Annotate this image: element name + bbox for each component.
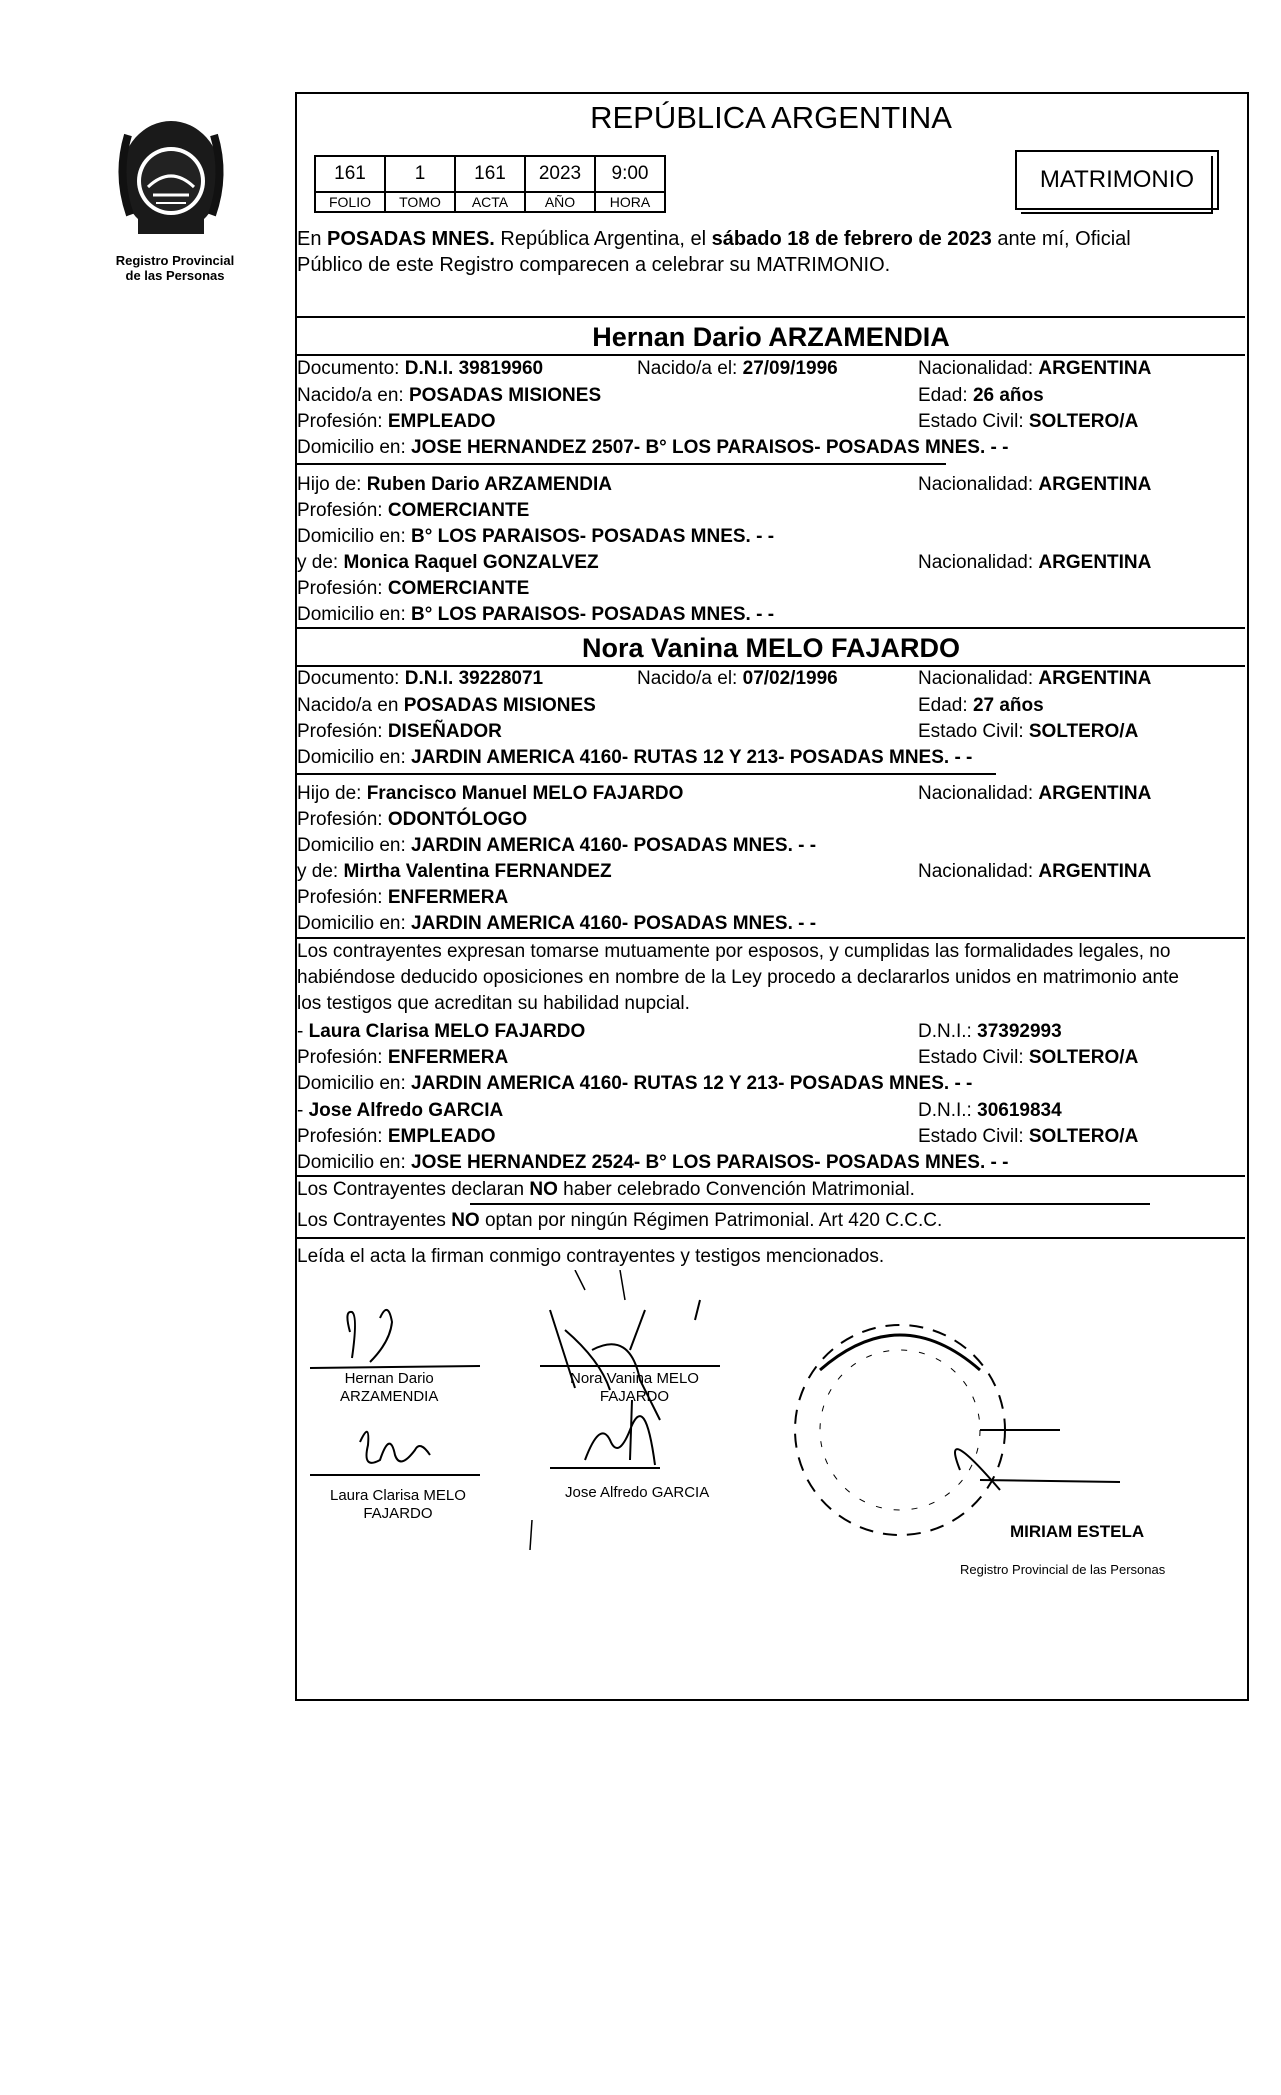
field-label: Nacionalidad: (918, 783, 1039, 804)
groom-father-nat (918, 474, 1151, 496)
field-value: SOLTERO/A (1028, 721, 1139, 742)
registry-seal-logo (108, 115, 238, 250)
witness2-dni (918, 1100, 1062, 1122)
sig-label-line: Laura Clarisa MELO (330, 1487, 466, 1504)
intro-line1 (297, 228, 1131, 250)
registry-name-line1: Registro Provincial (115, 253, 235, 268)
bride-addr (297, 747, 972, 769)
field-value: 37392993 (977, 1021, 1062, 1042)
bride-signature-label (570, 1370, 699, 1406)
declaration-line3: los testigos que acreditan su habilidad nupcial. (297, 993, 690, 1014)
regime-text: Los Contrayentes (297, 1210, 452, 1231)
field-value: ENFERMERA (387, 1047, 509, 1068)
field-value: B° LOS PARAISOS- POSADAS MNES. - - (411, 526, 775, 547)
groom-mother-prof (297, 578, 529, 600)
field-label: Profesión: (297, 809, 388, 830)
bride-name: Nora Vanina MELO FAJARDO (581, 633, 961, 663)
groom-born (637, 358, 838, 380)
bride-born (637, 668, 838, 690)
witness1-dni (918, 1021, 1062, 1043)
country-title: REPÚBLICA ARGENTINA (590, 100, 952, 135)
tomo-value: 1 (385, 156, 455, 192)
field-value: JARDIN AMERICA 4160- RUTAS 12 Y 213- POSADAS MNES. - - (411, 747, 973, 768)
declaration-line2: habiéndose deducido oposiciones en nombre de la Ley procedo a declararlos unidos en matrimonio ante (297, 967, 1179, 988)
bride-prof (297, 721, 502, 743)
field-label: Nacido/a el: (637, 668, 743, 689)
field-label: Nacionalidad: (918, 358, 1039, 379)
field-value: ARGENTINA (1038, 552, 1152, 573)
field-label: Domicilio en: (297, 1073, 412, 1094)
field-value: EMPLEADO (387, 411, 496, 432)
witness2-signature (550, 1400, 660, 1468)
field-label: Domicilio en: (297, 526, 412, 547)
field-value: EMPLEADO (387, 1126, 496, 1147)
field-value: ARGENTINA (1038, 861, 1152, 882)
field-label: Profesión: (297, 411, 388, 432)
intro-date: sábado 18 de febrero de 2023 (711, 228, 992, 250)
folio-label: FOLIO (315, 192, 385, 212)
field-value: JOSE HERNANDEZ 2524- B° LOS PARAISOS- POSADAS MNES. - - (411, 1152, 1009, 1173)
ano-value: 2023 (525, 156, 595, 192)
field-label: Nacido/a en (297, 695, 404, 716)
intro-text: ante mí, Oficial (991, 228, 1131, 250)
regime-line2 (297, 1210, 942, 1232)
bride-father-prof (297, 809, 527, 831)
regime-line1 (297, 1179, 915, 1201)
field-value: SOLTERO/A (1028, 1047, 1139, 1068)
sig-label-line: FAJARDO (599, 1388, 670, 1405)
field-label: Nacido/a en: (297, 385, 409, 406)
field-value: ARGENTINA (1038, 358, 1152, 379)
divider (296, 937, 1245, 939)
field-value: D.N.I. 39228071 (404, 668, 544, 689)
regime-text: Los Contrayentes declaran (297, 1179, 530, 1200)
groom-mother-nat (918, 552, 1151, 574)
field-label: Estado Civil: (918, 411, 1029, 432)
field-value: JARDIN AMERICA 4160- RUTAS 12 Y 213- POSADAS MNES. - - (411, 1073, 973, 1094)
divider (470, 1203, 1150, 1205)
groom-name: Hernan Dario ARZAMENDIA (592, 322, 950, 352)
doc-type-box (1015, 150, 1219, 210)
witness1-civil (918, 1047, 1138, 1069)
declaration-line1: Los contrayentes expresan tomarse mutuamente por esposos, y cumplidas las formalidades legales, no (297, 941, 1171, 962)
divider (296, 1175, 1245, 1177)
sig-label-line: Nora Vanina MELO (570, 1370, 699, 1387)
witness2-signature-label (565, 1484, 709, 1502)
field-label: Domicilio en: (297, 1152, 412, 1173)
closing-text: Leída el acta la firman conmigo contrayentes y testigos mencionados. (297, 1246, 885, 1267)
witness2-addr (297, 1152, 1008, 1174)
field-value: ARGENTINA (1038, 668, 1152, 689)
groom-father-prof (297, 500, 529, 522)
field-label: D.N.I.: (918, 1100, 978, 1121)
acta-label: ACTA (455, 192, 525, 212)
hora-label: HORA (595, 192, 665, 212)
doc-type-label: MATRIMONIO (1039, 166, 1195, 193)
field-label: Nacionalidad: (918, 552, 1039, 573)
witness2-civil (918, 1126, 1138, 1148)
tomo-label: TOMO (385, 192, 455, 212)
field-label: Documento: (297, 358, 405, 379)
field-value: D.N.I. 39819960 (404, 358, 544, 379)
field-value: 07/02/1996 (742, 668, 838, 689)
record-table (314, 155, 666, 213)
field-value: 27 años (972, 695, 1044, 716)
bride-father-addr (297, 835, 816, 857)
bride-signature-lines (575, 1270, 625, 1300)
witness1-prof (297, 1047, 508, 1069)
field-value: B° LOS PARAISOS- POSADAS MNES. - - (411, 604, 775, 625)
groom-mother-addr (297, 604, 774, 626)
registry-name (100, 253, 250, 283)
acta-value: 161 (455, 156, 525, 192)
ano-label: AÑO (525, 192, 595, 212)
field-value: COMERCIANTE (387, 578, 530, 599)
field-label: y de: (297, 861, 344, 882)
field-value: Monica Raquel GONZALVEZ (343, 552, 599, 573)
groom-doc (297, 358, 543, 380)
folio-value: 161 (315, 156, 385, 192)
official-name: MIRIAM ESTELA (1010, 1522, 1145, 1541)
field-value: ARGENTINA (1038, 474, 1152, 495)
bride-mother (297, 861, 612, 883)
field-label: Edad: (918, 695, 973, 716)
witness1-addr (297, 1073, 972, 1095)
field-label: Domicilio en: (297, 604, 412, 625)
field-label: Nacionalidad: (918, 474, 1039, 495)
field-value: Jose Alfredo GARCIA (308, 1100, 504, 1121)
regime-emphasis: NO (529, 1179, 558, 1200)
field-label: D.N.I.: (918, 1021, 978, 1042)
divider (296, 354, 1245, 356)
regime-text: optan por ningún Régimen Patrimonial. Art 420 C.C.C. (479, 1210, 943, 1231)
field-label: Domicilio en: (297, 437, 412, 458)
bride-mother-nat (918, 861, 1151, 883)
sig-label-line: Hernan Dario (344, 1370, 434, 1387)
field-label: Profesión: (297, 500, 388, 521)
field-value: Francisco Manuel MELO FAJARDO (366, 783, 684, 804)
registry-name-line2: de las Personas (125, 268, 225, 283)
field-label: Hijo de: (297, 783, 367, 804)
bride-nat (918, 668, 1151, 690)
field-label: Nacionalidad: (918, 861, 1039, 882)
field-label: Domicilio en: (297, 835, 412, 856)
intro-text: República Argentina, el (494, 228, 712, 250)
bride-father (297, 783, 683, 805)
divider (296, 773, 996, 775)
official-stamp-icon (790, 1310, 1020, 1550)
divider (296, 1237, 1245, 1239)
intro-place: POSADAS MNES. (327, 228, 495, 250)
groom-nat (918, 358, 1151, 380)
field-label: Profesión: (297, 887, 388, 908)
divider (296, 463, 946, 465)
field-value: ARGENTINA (1038, 783, 1152, 804)
divider (296, 316, 1245, 318)
field-value: ODONTÓLOGO (387, 809, 528, 830)
field-label: Estado Civil: (918, 1126, 1029, 1147)
field-label: Nacionalidad: (918, 668, 1039, 689)
field-label: - (297, 1100, 309, 1121)
groom-civil (918, 411, 1138, 433)
groom-birthplace (297, 385, 601, 407)
groom-prof (297, 411, 496, 433)
groom-signature (310, 1310, 480, 1368)
bride-mother-addr (297, 913, 816, 935)
field-label: Domicilio en: (297, 913, 412, 934)
field-value: JARDIN AMERICA 4160- POSADAS MNES. - - (411, 835, 817, 856)
field-value: ENFERMERA (387, 887, 509, 908)
field-value: POSADAS MISIONES (408, 385, 602, 406)
sig-label-line: Jose Alfredo GARCIA (565, 1484, 710, 1501)
sig-label-line: FAJARDO (363, 1505, 433, 1522)
groom-father (297, 474, 612, 496)
field-value: SOLTERO/A (1028, 411, 1139, 432)
field-label: Profesión: (297, 578, 388, 599)
groom-mother (297, 552, 599, 574)
field-label: Estado Civil: (918, 1047, 1029, 1068)
field-value: JARDIN AMERICA 4160- POSADAS MNES. - - (411, 913, 817, 934)
groom-father-addr (297, 526, 774, 548)
witness1-signature (310, 1432, 480, 1475)
intro-text: En (297, 228, 328, 250)
field-value: COMERCIANTE (387, 500, 530, 521)
field-label: Profesión: (297, 1126, 388, 1147)
groom-addr (297, 437, 1008, 459)
witness1-signature-label (330, 1487, 466, 1523)
field-label: Estado Civil: (918, 721, 1029, 742)
field-value: POSADAS MISIONES (403, 695, 596, 716)
field-value: Mirtha Valentina FERNANDEZ (343, 861, 612, 882)
field-label: y de: (297, 552, 344, 573)
witness2-name (297, 1100, 503, 1122)
official-title: Registro Provincial de las Personas (960, 1562, 1166, 1577)
field-label: Profesión: (297, 1047, 388, 1068)
witness2-prof (297, 1126, 496, 1148)
field-label: Documento: (297, 668, 405, 689)
witness1-name (297, 1021, 585, 1043)
field-label: Nacido/a el: (637, 358, 743, 379)
field-label: Domicilio en: (297, 747, 412, 768)
field-label: Profesión: (297, 721, 388, 742)
groom-age (918, 385, 1044, 407)
field-value: Ruben Dario ARZAMENDIA (366, 474, 612, 495)
field-value: 27/09/1996 (742, 358, 838, 379)
bride-doc (297, 668, 543, 690)
field-value: 30619834 (977, 1100, 1062, 1121)
field-value: 26 años (972, 385, 1044, 406)
bride-birthplace (297, 695, 596, 717)
bride-father-nat (918, 783, 1151, 805)
field-value: DISEÑADOR (387, 721, 502, 742)
field-label: Hijo de: (297, 474, 367, 495)
divider (296, 665, 1245, 667)
field-value: SOLTERO/A (1028, 1126, 1139, 1147)
divider (296, 627, 1245, 629)
bride-mother-prof (297, 887, 508, 909)
field-label: Edad: (918, 385, 973, 406)
hora-value: 9:00 (595, 156, 665, 192)
field-value: Laura Clarisa MELO FAJARDO (308, 1021, 586, 1042)
regime-emphasis: NO (451, 1210, 480, 1231)
groom-signature-label (340, 1370, 438, 1406)
sig-label-line: ARZAMENDIA (340, 1388, 439, 1405)
field-label: - (297, 1021, 309, 1042)
field-value: JOSE HERNANDEZ 2507- B° LOS PARAISOS- POSADAS MNES. - - (411, 437, 1009, 458)
bride-civil (918, 721, 1138, 743)
intro-line2: Público de este Registro comparecen a celebrar su MATRIMONIO. (297, 254, 891, 276)
bride-age (918, 695, 1044, 717)
regime-text: haber celebrado Convención Matrimonial. (557, 1179, 915, 1200)
